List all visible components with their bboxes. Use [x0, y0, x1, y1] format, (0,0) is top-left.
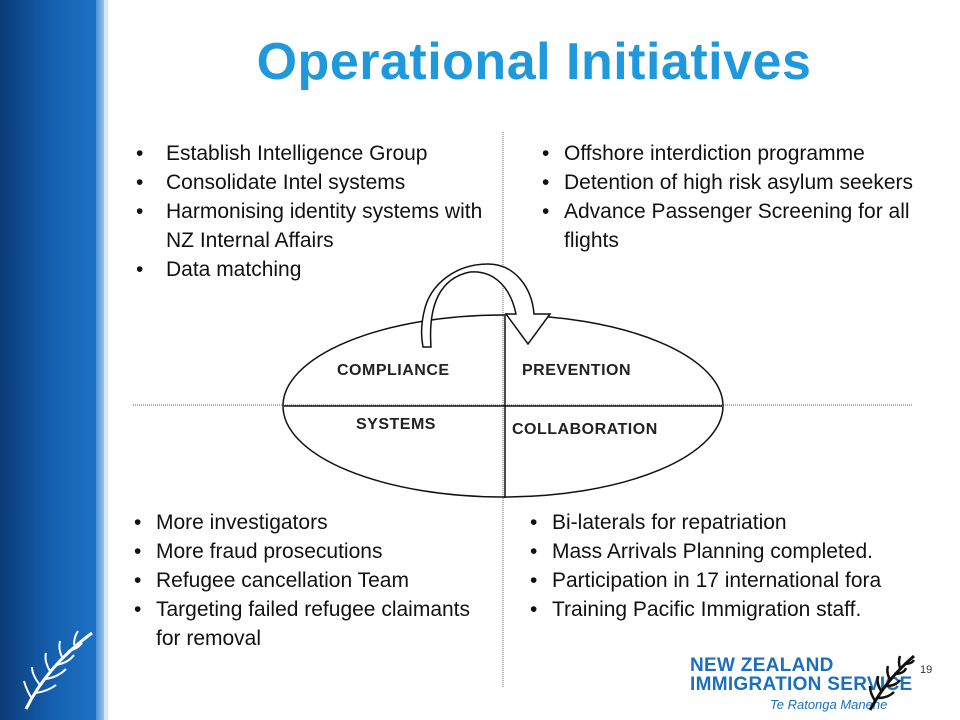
compliance-label: COMPLIANCE — [337, 362, 450, 379]
systems-label: SYSTEMS — [356, 416, 436, 433]
list-item: • Consolidate Intel systems — [136, 168, 486, 197]
logo-line-2: IMMIGRATION SERVICE — [690, 674, 913, 695]
slide-number: 19 — [920, 664, 933, 676]
page-title: Operational Initiatives — [256, 33, 812, 91]
list-item: • Harmonising identity systems with NZ Internal Affairs — [136, 197, 486, 255]
list-item: • Advance Passenger Screening for all flights — [542, 197, 922, 255]
list-item: • Training Pacific Immigration staff. — [530, 595, 950, 624]
prevention-label: PREVENTION — [522, 362, 632, 379]
logo-line-1: NEW ZEALAND — [690, 655, 834, 676]
list-item: • Offshore interdiction programme — [542, 139, 922, 168]
list-item: • Detention of high risk asylum seekers — [542, 168, 922, 197]
list-item: • Establish Intelligence Group — [136, 139, 486, 168]
cycle-arrow-icon — [422, 264, 550, 347]
list-item: • Data matching — [136, 255, 486, 284]
list-item: • More investigators — [134, 508, 474, 537]
collaboration-label: COLLABORATION — [512, 421, 658, 438]
list-item: • Mass Arrivals Planning completed. — [530, 537, 950, 566]
list-item: • More fraud prosecutions — [134, 537, 474, 566]
list-item: • Refugee cancellation Team — [134, 566, 474, 595]
list-item: • Bi-laterals for repatriation — [530, 508, 950, 537]
list-item: • Targeting failed refugee claimants for removal — [134, 595, 474, 653]
fern-logo-icon — [864, 650, 920, 714]
list-item: • Participation in 17 international fora — [530, 566, 950, 595]
logo-line-3: Te Ratonga Manene — [770, 697, 888, 712]
